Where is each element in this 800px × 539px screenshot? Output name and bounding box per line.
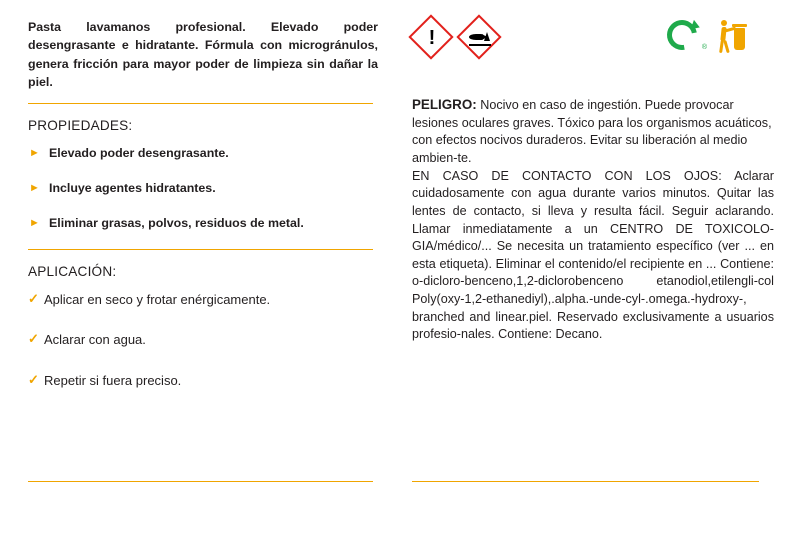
dispose-in-bin-icon bbox=[717, 18, 749, 56]
check-icon: ✓ bbox=[28, 371, 39, 387]
exclamation-glyph: ! bbox=[428, 27, 436, 49]
list-item bbox=[28, 180, 378, 198]
list-item-label: Eliminar grasas, polvos, residuos de metal. bbox=[49, 215, 304, 230]
divider-bottom-right bbox=[412, 481, 759, 482]
list-item-label: Aclarar con agua. bbox=[44, 332, 146, 348]
recycle-icon bbox=[667, 20, 707, 54]
hazard-intro-text: Nocivo en caso de ingestión. Puede provocar lesiones oculares graves. Tóxico para los organismos acuáticos, con efectos nocivos duraderos. Evitar su liberación al medio ambien-te. bbox=[412, 98, 772, 166]
right-column bbox=[412, 18, 774, 344]
list-item bbox=[28, 331, 378, 349]
person-head bbox=[721, 20, 727, 26]
ground-line bbox=[469, 44, 491, 46]
triangle-bullet-icon: ► bbox=[29, 216, 40, 229]
danger-signal-word: PELIGRO: bbox=[412, 97, 477, 112]
list-item bbox=[28, 215, 378, 233]
list-item-label: Repetir si fuera preciso. bbox=[44, 372, 182, 388]
divider-top-left bbox=[28, 103, 373, 104]
divider-mid-left bbox=[28, 249, 373, 250]
divider-bottom-left bbox=[28, 481, 373, 482]
pictogram-row bbox=[412, 18, 774, 70]
bin-body bbox=[734, 28, 745, 50]
ghs09-environment-icon bbox=[460, 18, 506, 64]
triangle-bullet-icon: ► bbox=[29, 147, 40, 160]
list-item-label: Aplicar en seco y frotar enérgicamente. bbox=[44, 292, 271, 308]
properties-list bbox=[28, 145, 378, 232]
hazard-intro-paragraph bbox=[412, 96, 774, 168]
application-title: APLICACIÓN: bbox=[28, 264, 117, 280]
triangle-bullet-icon: ► bbox=[29, 182, 40, 195]
check-icon: ✓ bbox=[28, 331, 39, 347]
list-item bbox=[28, 291, 378, 309]
application-list bbox=[28, 291, 378, 390]
fish-and-tree-glyph bbox=[469, 32, 491, 45]
list-item-label: Incluye agentes hidratantes. bbox=[49, 181, 216, 196]
product-description: Pasta lavamanos profesional. Elevado poder desengrasante e hidratante. Fórmula con microgránulos, genera fricción para mayor poder de limpieza sin dañar la piel. bbox=[28, 20, 378, 90]
check-icon: ✓ bbox=[28, 291, 39, 307]
left-column bbox=[28, 18, 378, 412]
list-item bbox=[28, 145, 378, 163]
registered-mark: ® bbox=[701, 44, 707, 51]
recycle-arrow bbox=[691, 20, 702, 32]
tree-icon bbox=[484, 32, 490, 41]
hazard-body-paragraph: EN CASO DE CONTACTO CON LOS OJOS: Aclarar cuidadosamente con agua durante varios minutos. Quitar las lentes de contacto, si lleva y resulta fácil. Seguir aclarando. Llamar inmediatamente a un CENTRO DE TOXICOLO-GIA/médico/... Se necesita un tratamiento específico (ver ... en esta etiqueta). Eliminar el contenido/el recipiente en ... Contiene: o-dicloro-benceno,1,2-diclorobenceno etanodiol,etilengli-col Poly(oxy-1,2-ethanediyl),.alpha.-unde-cyl-.omega.-hydroxy-, branched and linear.piel. Reservado exclusivamente a usuarios profesio-nales. Contiene: Decano. bbox=[412, 168, 774, 342]
list-item bbox=[28, 372, 378, 390]
person-leg-back bbox=[723, 40, 730, 53]
properties-title: PROPIEDADES: bbox=[28, 118, 133, 134]
list-item-label: Elevado poder desengrasante. bbox=[49, 146, 229, 161]
ghs07-exclamation-icon bbox=[412, 18, 458, 64]
fish-icon bbox=[469, 34, 483, 40]
